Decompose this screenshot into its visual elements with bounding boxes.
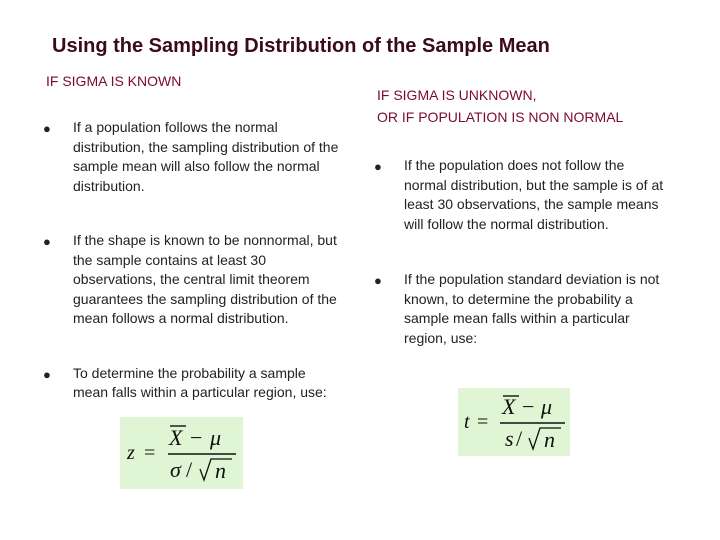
bullet-dot-icon: ● [43, 121, 51, 136]
list-item [43, 231, 341, 329]
formula-xbar: X [502, 394, 516, 419]
sigma-unknown-heading [377, 84, 623, 128]
sigma-known-list [43, 118, 341, 403]
list-item [43, 118, 341, 196]
bullet-text: If the shape is known to be nonnormal, but the sample contains at least 30 observations, the central limit theorem guarantees the sampling distribution of the mean follows a normal distribution. [73, 232, 337, 326]
formula-minus: − [190, 425, 203, 450]
page-title: Using the Sampling Distribution of the Sample Mean [52, 35, 550, 57]
list-item [374, 270, 666, 348]
heading-line: OR IF POPULATION IS NON NORMAL [377, 109, 624, 125]
formula-sigma: σ [170, 457, 181, 482]
bullet-text: If the population standard deviation is not known, to determine the probability a sample mean falls within a particular region, use: [404, 271, 660, 346]
formula-slash: / [516, 426, 523, 451]
list-item [43, 364, 341, 403]
bullet-text: If the population does not follow the normal distribution, but the sample is of at least 30 observations, the sample means will follow the normal distribution. [404, 157, 664, 232]
z-formula [120, 417, 243, 489]
formula-s: s [505, 426, 514, 451]
formula-lhs: t [464, 411, 470, 433]
formula-equals: = [477, 411, 489, 433]
bullet-text: If a population follows the normal distribution, the sampling distribution of the sample mean will also follow the normal distribution. [73, 119, 339, 194]
bullet-text: To determine the probability a sample mean falls within a particular region, use: [73, 364, 327, 400]
formula-xbar: X [169, 425, 183, 450]
list-item [374, 156, 666, 234]
bullet-dot-icon: ● [374, 159, 382, 174]
t-formula [458, 388, 570, 456]
formula-equals: = [144, 442, 156, 464]
formula-n: n [215, 458, 226, 483]
formula-slash: / [186, 457, 193, 482]
formula-minus: − [522, 394, 535, 419]
bullet-dot-icon: ● [43, 366, 51, 382]
bullet-dot-icon: ● [374, 273, 382, 288]
sigma-unknown-list [374, 156, 666, 348]
heading-line: IF SIGMA IS UNKNOWN, [377, 87, 537, 103]
formula-mu: μ [210, 425, 222, 450]
bullet-dot-icon: ● [43, 234, 51, 249]
formula-lhs: z [127, 442, 135, 464]
formula-n: n [544, 427, 555, 452]
sigma-known-heading: IF SIGMA IS KNOWN [46, 73, 182, 89]
formula-mu: μ [541, 394, 553, 419]
